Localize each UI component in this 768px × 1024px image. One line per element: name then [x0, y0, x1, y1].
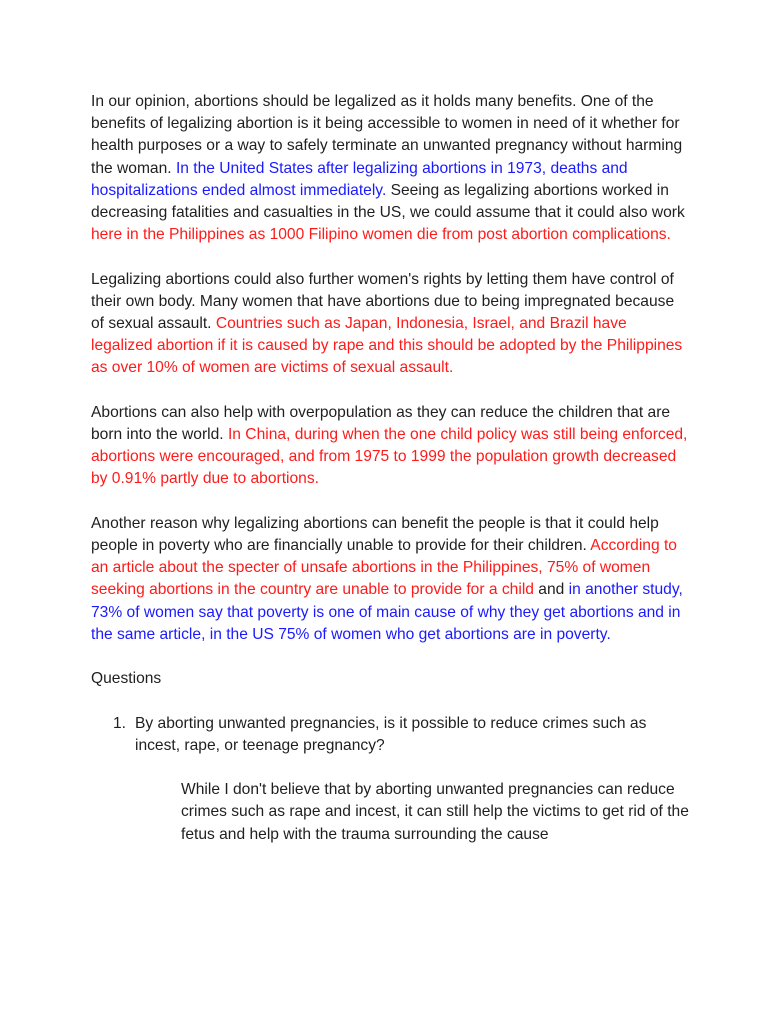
text-segment: In our opinion, abortions should be legalized as it holds many benefits. One of the benefits of legalizing abortion is it being accessible to women in need of it whether for health purposes or a way to safely terminate an unwanted pregnancy without harming the woman. [91, 93, 683, 177]
paragraph-womens-rights [91, 269, 691, 380]
text-segment: Seeing as legalizing abortions worked in decreasing fatalities and casualties in the US, we could assume that it could also work [91, 181, 685, 222]
paragraph-overpopulation [91, 402, 691, 491]
highlighted-segment-red: Countries such as Japan, Indonesia, Israel, and Brazil have legalized abortion if it is caused by rape and this should be adopted by the Philippines as over 10% of women are victims of sexual assault. [91, 315, 683, 377]
paragraph-benefits [91, 91, 691, 246]
question-item [91, 713, 691, 757]
text-segment: Legalizing abortions could also further women's rights by letting them have control of their own body. Many women that have abortions due to being impregnated because of sexual assault. [91, 270, 675, 333]
text-segment: Abortions can also help with overpopulation as they can reduce the children that are born into the world. [91, 403, 671, 444]
questions-heading: Questions [91, 670, 162, 688]
paragraph-poverty [91, 513, 691, 646]
text-segment: Another reason why legalizing abortions can benefit the people is that it could help people in poverty who are financially unable to provide for their children. [91, 514, 659, 555]
highlighted-segment-red: In China, during when the one child policy was still being enforced, abortions were encouraged, and from 1975 to 1999 the population growth decreased by 0.91% partly due to abortions. [91, 426, 688, 488]
text-segment: and [533, 581, 569, 599]
question-number: 1. [113, 714, 127, 732]
highlighted-segment-blue: In the United States after legalizing abortions in 1973, deaths and hospitalizations ended almost immediately. [91, 159, 628, 199]
answer-text: While I don't believe that by aborting unwanted pregnancies can reduce crimes such as rape and incest, it can still help the victims to get rid of the fetus and help with the trauma surrounding the cause [181, 781, 689, 843]
highlighted-segment-blue: in another study, 73% of women say that poverty is one of main cause of why they get abortions and in the same article, in the US 75% of women who get abortions are in poverty. [91, 581, 683, 643]
highlighted-segment-red: According to an article about the specter of unsafe abortions in the Philippines, 75% of women seeking abortions in the country are unable to provide for a child [91, 537, 677, 599]
question-text: By aborting unwanted pregnancies, is it possible to reduce crimes such as incest, rape, or teenage pregnancy? [135, 714, 647, 754]
document-body [91, 91, 691, 846]
highlighted-segment-red: here in the Philippines as 1000 Filipino women die from post abortion complications. [91, 226, 671, 244]
